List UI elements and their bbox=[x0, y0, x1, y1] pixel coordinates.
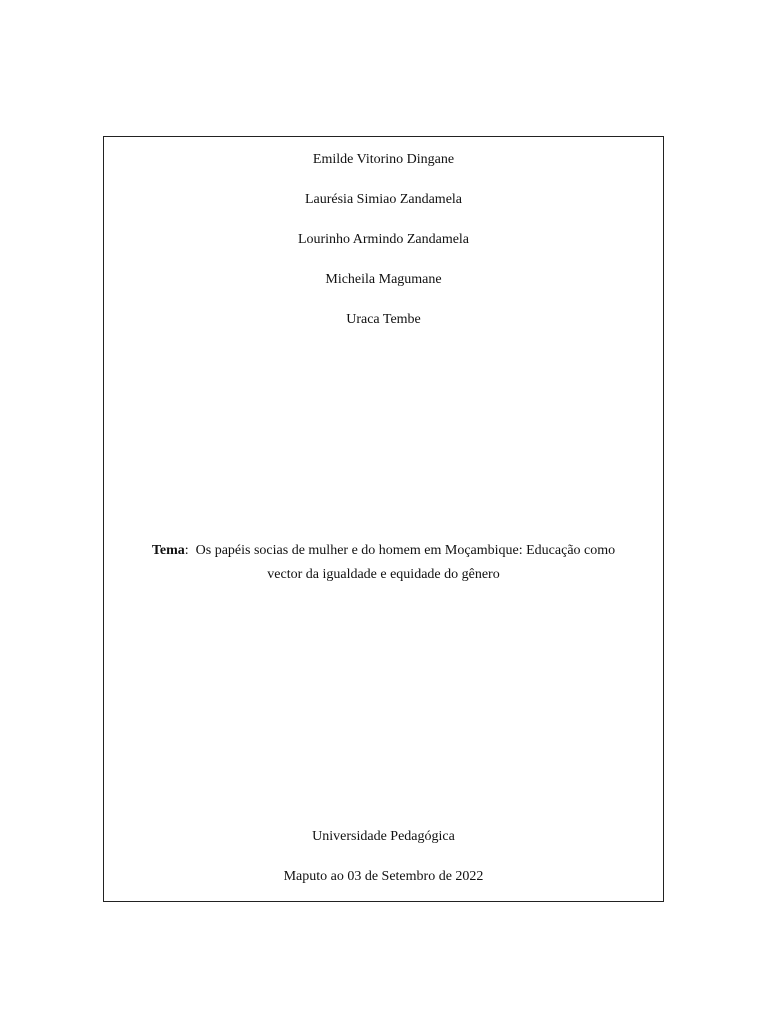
author-name: Lourinho Armindo Zandamela bbox=[297, 232, 470, 247]
theme-block bbox=[104, 539, 663, 587]
theme-line-1 bbox=[104, 539, 663, 563]
theme-separator: : bbox=[184, 543, 189, 558]
author-name: Micheila Magumane bbox=[325, 272, 442, 287]
theme-label: Tema bbox=[151, 543, 185, 558]
place-and-date: Maputo ao 03 de Setembro de 2022 bbox=[283, 869, 484, 884]
author-name: Laurésia Simiao Zandamela bbox=[304, 192, 463, 207]
theme-text-line-2: vector da igualdade e equidade do gênero bbox=[267, 567, 500, 582]
author-name: Uraca Tembe bbox=[346, 312, 421, 327]
cover-page-frame bbox=[103, 136, 664, 902]
author-name: Emilde Vitorino Dingane bbox=[312, 152, 455, 167]
theme-text-line-1: Os papéis socias de mulher e do homem em Moçambique: Educação como bbox=[195, 543, 616, 558]
institution-name: Universidade Pedagógica bbox=[312, 829, 455, 844]
